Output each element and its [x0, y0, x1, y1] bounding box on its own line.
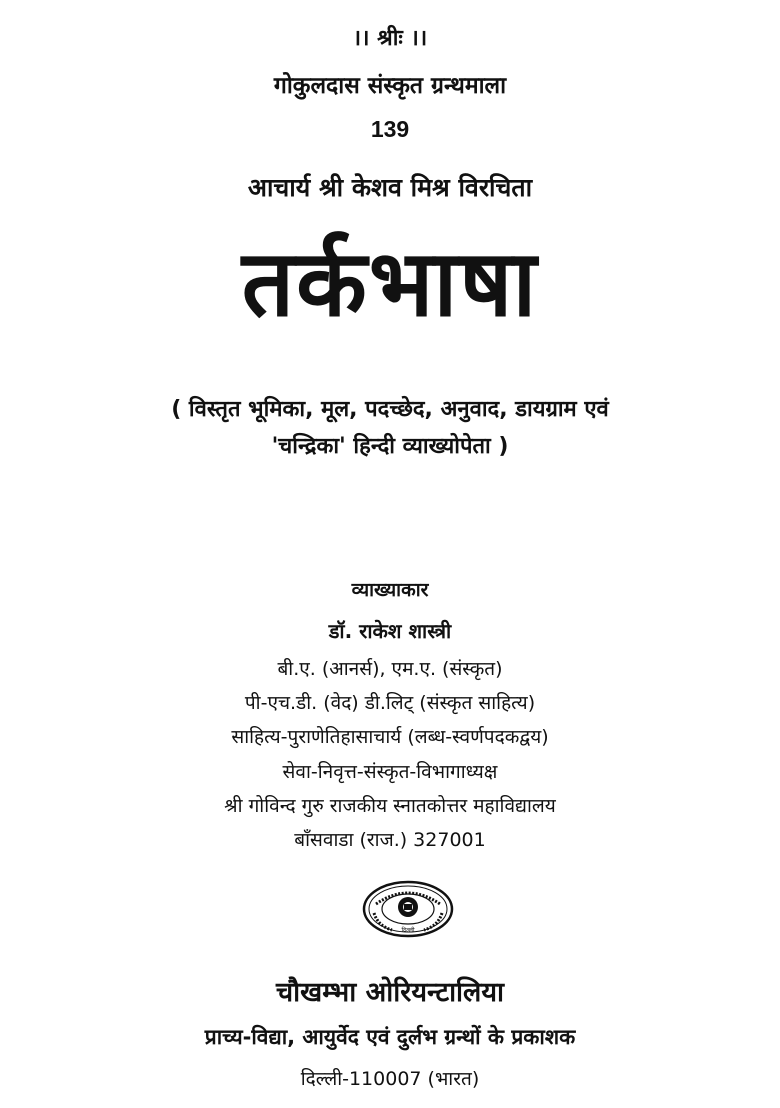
credential-line: साहित्य-पुराणेतिहासाचार्य (लब्ध-स्वर्णपदकद्वय) — [231, 726, 549, 748]
author-line: आचार्य श्री केशव मिश्र विरचिता — [247, 173, 533, 202]
subtitle-line-2: 'चन्द्रिका' हिन्दी व्याख्योपेता ) — [271, 434, 509, 459]
publisher-description: प्राच्य-विद्या, आयुर्वेद एवं दुर्लभ ग्रन्थों के प्रकाशक — [204, 1025, 576, 1049]
invocation-text: ।। श्रीः ।। — [352, 26, 428, 51]
publisher-seal-icon — [362, 880, 454, 938]
commentator-role: व्याख्याकार — [351, 579, 429, 601]
credential-line: बाँसवाडा (राज.) 327001 — [294, 829, 486, 851]
publisher-address: दिल्ली-110007 (भारत) — [300, 1068, 480, 1090]
series-name: गोकुलदास संस्कृत ग्रन्थमाला — [273, 73, 507, 99]
credential-line: श्री गोविन्द गुरु राजकीय स्नातकोत्तर महाविद्यालय — [224, 795, 556, 817]
publisher-name: चौखम्भा ओरियन्टालिया — [275, 977, 505, 1008]
seal-text: दिल्ली — [401, 927, 415, 934]
credential-line: पी-एच.डी. (वेद) डी.लिट् (संस्कृत साहित्य) — [244, 692, 536, 714]
series-number: 139 — [370, 116, 410, 142]
credential-line: सेवा-निवृत्त-संस्कृत-विभागाध्यक्ष — [282, 761, 498, 783]
commentator-name: डॉ. राकेश शास्त्री — [328, 619, 452, 643]
credential-line: बी.ए. (आनर्स), एम.ए. (संस्कृत) — [277, 658, 503, 680]
subtitle-line-1: ( विस्तृत भूमिका, मूल, पदच्छेद, अनुवाद, डायग्राम एवं — [171, 397, 609, 422]
book-title: तर्कभाषा — [241, 230, 539, 337]
